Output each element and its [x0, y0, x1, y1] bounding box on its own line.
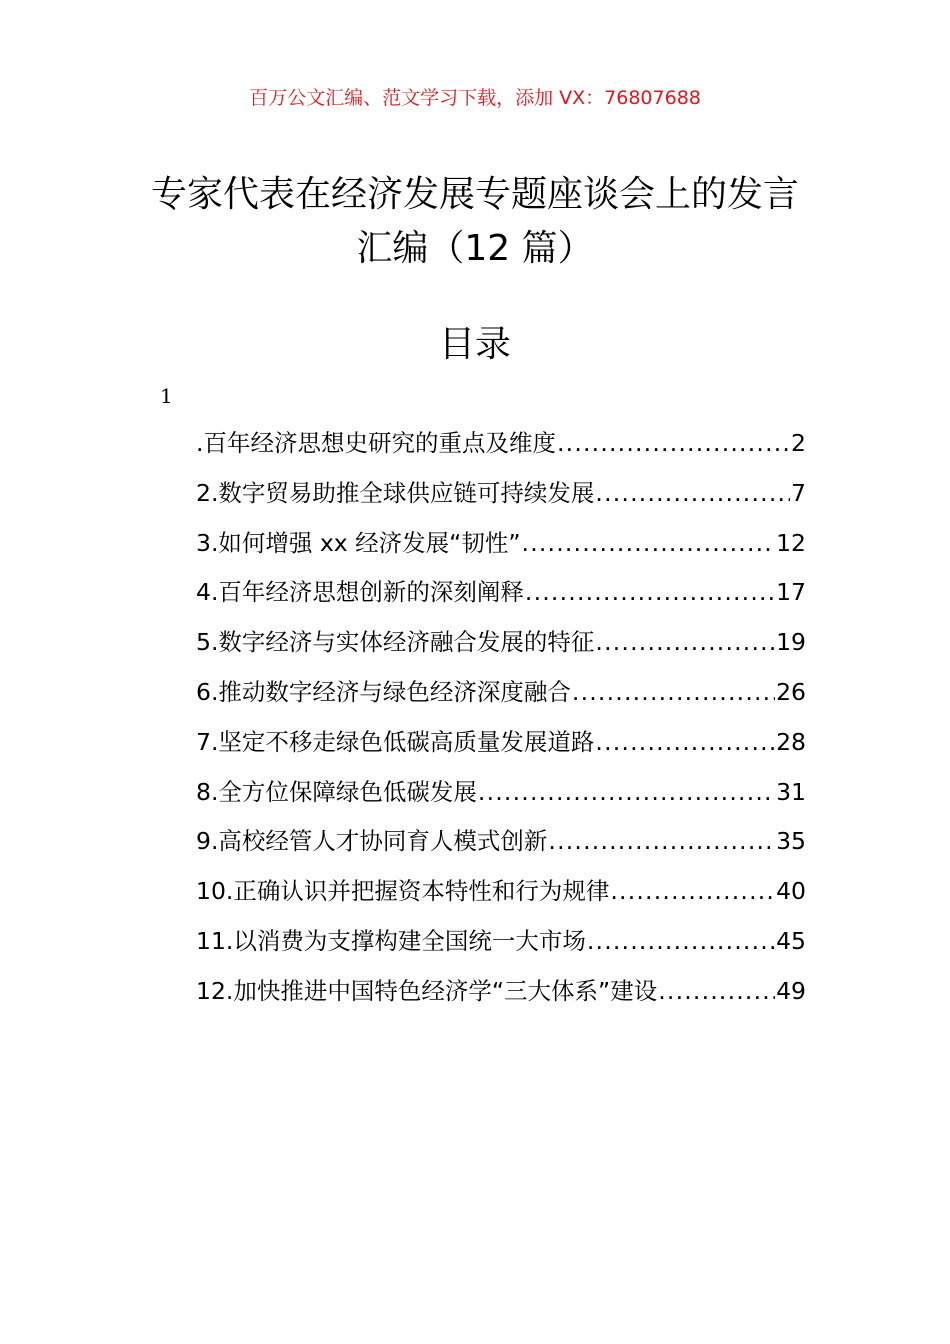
- toc-entry-page: 28: [776, 727, 806, 756]
- toc-entry-title: 6.推动数字经济与绿色经济深度融合: [196, 677, 571, 706]
- toc-entry-page: 49: [776, 976, 806, 1005]
- toc-entry-title: 5.数字经济与实体经济融合发展的特征: [196, 628, 595, 657]
- toc-leader-dots: [522, 523, 776, 563]
- toc-leader-dots: [572, 672, 775, 712]
- toc-entry-title: 8.全方位保障绿色低碳发展: [196, 777, 477, 806]
- toc-entry[interactable]: [196, 921, 806, 971]
- toc-entry[interactable]: [196, 622, 806, 672]
- toc-leader-dots: [658, 971, 775, 1011]
- toc-entry-title: .百年经济思想史研究的重点及维度: [196, 429, 556, 457]
- toc-leader-dots: [587, 921, 775, 961]
- toc-entry-title: 9.高校经管人才协同育人模式创新: [196, 827, 548, 856]
- toc-entry-page: 40: [776, 877, 806, 906]
- toc-entry-title: 7.坚定不移走绿色低碳高质量发展道路: [196, 727, 595, 756]
- document-title: [0, 168, 950, 276]
- toc-leader-dots: [610, 871, 775, 911]
- toc-entry-title: 11.以消费为支撑构建全国统一大市场: [196, 926, 586, 955]
- toc-entry[interactable]: [196, 473, 806, 523]
- toc-entry-page: 45: [776, 926, 806, 955]
- toc-leader-dots: [595, 722, 775, 762]
- toc-entry-page: 17: [776, 578, 806, 607]
- toc-leader-dots: [557, 423, 790, 463]
- toc-entry-title: 10.正确认识并把握资本特性和行为规律: [196, 877, 610, 906]
- toc-entry[interactable]: [196, 722, 806, 772]
- toc-entry[interactable]: [196, 971, 806, 1021]
- toc-entry-page: 12: [776, 528, 806, 557]
- toc-entry[interactable]: [196, 423, 806, 473]
- promo-banner-text: 百万公文汇编、范文学习下载，添加 VX：76807688: [249, 87, 701, 109]
- table-of-contents: [196, 423, 806, 1021]
- toc-entry[interactable]: [196, 871, 806, 921]
- toc-leader-dots: [525, 572, 775, 612]
- promo-banner: [0, 84, 950, 112]
- toc-entry[interactable]: [196, 821, 806, 871]
- toc-entry-page: 35: [776, 827, 806, 856]
- document-title-line-1: 专家代表在经济发展专题座谈会上的发言: [150, 174, 799, 215]
- toc-entry[interactable]: [196, 772, 806, 822]
- toc-entry-page: 31: [776, 777, 806, 806]
- toc-entry-title: 4.百年经济思想创新的深刻阐释: [196, 578, 524, 607]
- toc-entry[interactable]: [196, 523, 806, 573]
- toc-leader-dots: [478, 772, 775, 812]
- toc-leader-dots: [595, 473, 790, 513]
- toc-entry-title: 3.如何增强 xx 经济发展“韧性”: [196, 528, 521, 557]
- document-title-line-2: 汇编（12 篇）: [356, 228, 594, 269]
- toc-entry-page: 2: [791, 429, 806, 457]
- toc-entry[interactable]: [196, 672, 806, 722]
- toc-entry-page: 7: [791, 478, 806, 507]
- page-marker: 1: [160, 384, 173, 408]
- toc-entry-title: 2.数字贸易助推全球供应链可持续发展: [196, 478, 595, 507]
- toc-entry-title: 12.加快推进中国特色经济学“三大体系”建设: [196, 976, 658, 1005]
- toc-entry-page: 26: [776, 677, 806, 706]
- toc-leader-dots: [595, 622, 775, 662]
- toc-leader-dots: [548, 821, 775, 861]
- toc-heading: 目录: [438, 324, 511, 365]
- toc-entry[interactable]: [196, 572, 806, 622]
- toc-entry-page: 19: [776, 628, 806, 657]
